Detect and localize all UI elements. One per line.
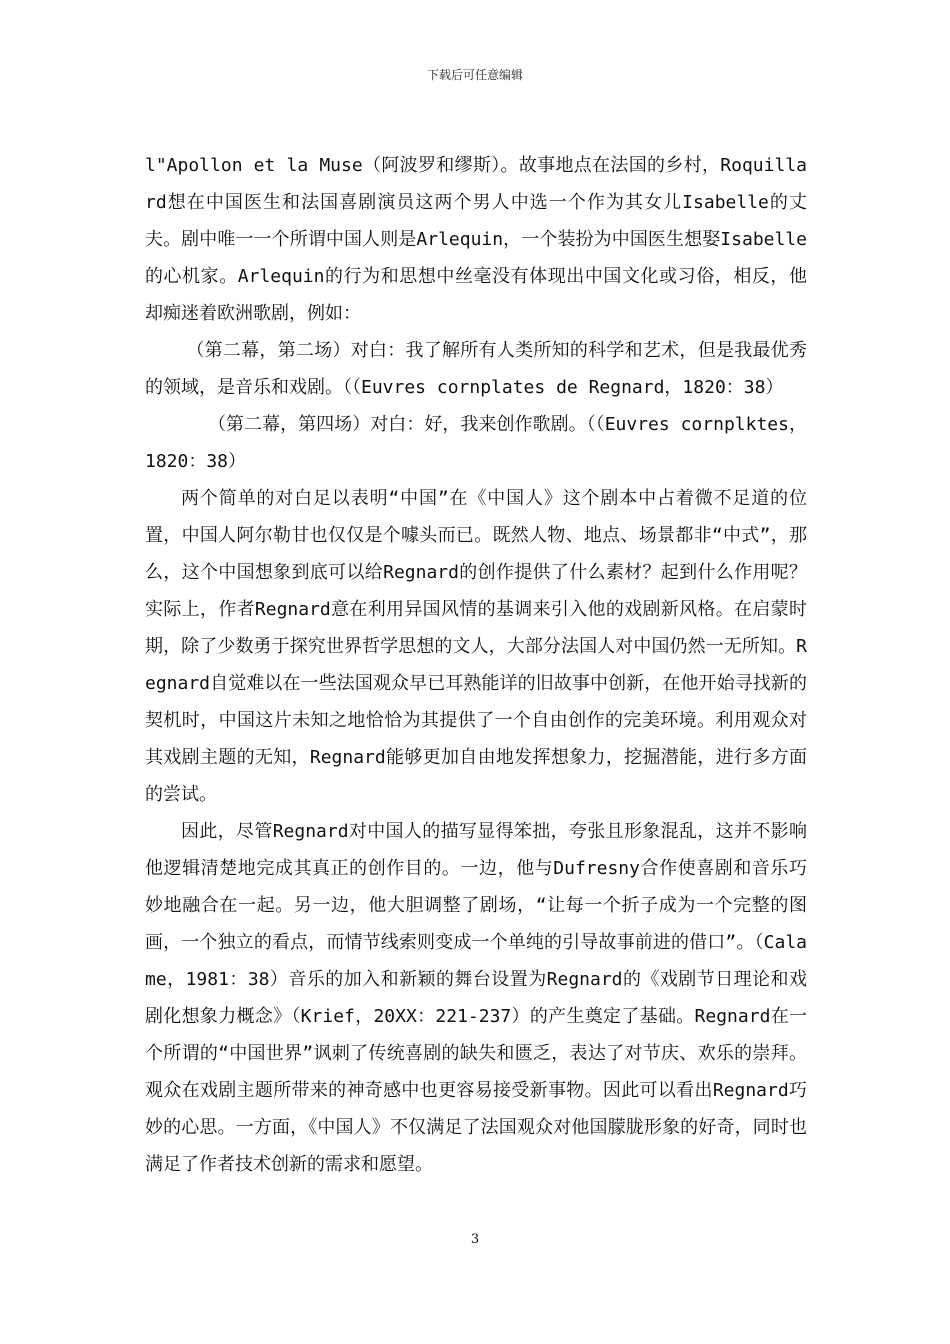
dialogue-quote: （第二幕，第四场）对白：好，我来创作歌剧。（（Euvres cornplktes，1820：38） — [145, 414, 807, 472]
document-body — [145, 147, 807, 1183]
body-paragraph: 因此，尽管Regnard对中国人的描写显得笨拙，夸张且形象混乱，这并不影响他逻辑清楚地完成其真正的创作目的。一边，他与Dufresny合作使喜剧和音乐巧妙地融合在一起。另一边，他大胆调整了剧场，“让每一个折子成为一个完整的图画，一个独立的看点，而情节线索则变成一个单纯的引导故事前进的借口”。（Calame，1981：38）音乐的加入和新颖的舞台设置为Regnard的《戏剧节日理论和戏剧化想象力概念》（Krief，20XX：221-237）的产生奠定了基础。Regnard在一个所谓的“中国世界”讽刺了传统喜剧的缺失和匮乏，表达了对节庆、欢乐的崇拜。观众在戏剧主题所带来的神奇感中也更容易接受新事物。因此可以看出Regnard巧妙的心思。一方面，《中国人》不仅满足了法国观众对他国朦胧形象的好奇，同时也满足了作者技术创新的需求和愿望。 — [145, 821, 807, 1175]
body-paragraph: l"Apollon et la Muse（阿波罗和缪斯）。故事地点在法国的乡村，Roquillard想在中国医生和法国喜剧演员这两个男人中选一个作为其女儿Isabelle的丈夫。剧中唯一一个所谓中国人则是Arlequin，一个装扮为中国医生想娶Isabelle的心机家。Arlequin的行为和思想中丝毫没有体现出中国文化或习俗，相反，他却痴迷着欧洲歌剧，例如： — [145, 155, 807, 324]
page-header: 下载后可任意编辑 — [426, 68, 523, 82]
body-paragraph: 两个简单的对白足以表明“中国”在《中国人》这个剧本中占着微不足道的位置，中国人阿尔勒甘也仅仅是个噱头而已。既然人物、地点、场景都非“中式”，那么，这个中国想象到底可以给Regnard的创作提供了什么素材？起到什么作用呢？实际上，作者Regnard意在利用异国风情的基调来引入他的戏剧新风格。在启蒙时期，除了少数勇于探究世界哲学思想的文人，大部分法国人对中国仍然一无所知。Regnard自觉难以在一些法国观众早已耳熟能详的旧故事中创新，在他开始寻找新的契机时，中国这片未知之地恰恰为其提供了一个自由创作的完美环境。利用观众对其戏剧主题的无知，Regnard能够更加自由地发挥想象力，挖掘潜能，进行多方面的尝试。 — [145, 488, 807, 805]
page-number: 3 — [470, 1232, 480, 1247]
dialogue-quote: （第二幕，第二场）对白：我了解所有人类所知的科学和艺术，但是我最优秀的领域，是音乐和戏剧。（（Euvres cornplates de Regnard，1820：38） — [145, 340, 807, 398]
